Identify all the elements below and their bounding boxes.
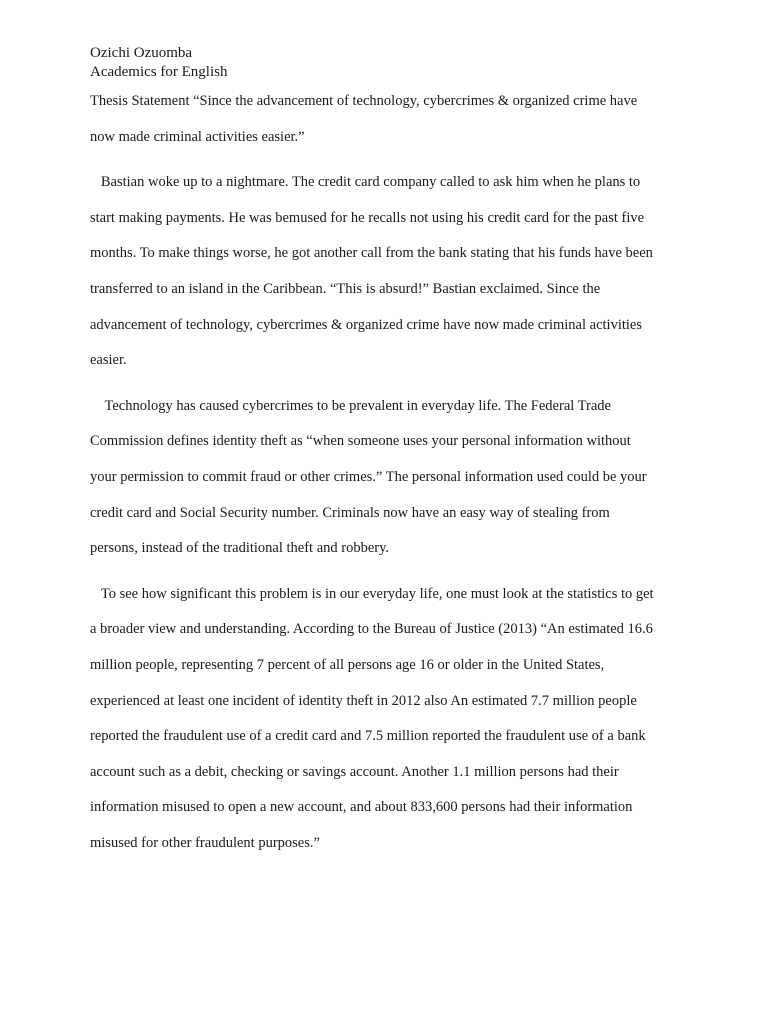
text-line: a broader view and understanding. According to the Bureau of Justice (2013) “An estimated 16.6 xyxy=(90,621,653,638)
text-line: Bastian woke up to a nightmare. The credit card company called to ask him when he plans to xyxy=(90,174,641,191)
text-line: easier. xyxy=(90,352,127,369)
text-line: persons, instead of the traditional theft and robbery. xyxy=(90,540,390,557)
text-line: start making payments. He was bemused for he recalls not using his credit card for the past five xyxy=(90,209,645,226)
text-line: transferred to an island in the Caribbean. “This is absurd!” Bastian exclaimed. Since the xyxy=(90,280,601,297)
text-line: now made criminal activities easier.” xyxy=(90,128,305,145)
paragraph-gap xyxy=(90,155,690,165)
text-line: To see how significant this problem is in our everyday life, one must look at the statistics to get xyxy=(90,585,654,602)
text-line: credit card and Social Security number. Criminals now have an easy way of stealing from xyxy=(90,504,610,521)
course-name: Academics for English xyxy=(90,64,228,80)
document-body xyxy=(90,44,690,861)
text-line: reported the fraudulent use of a credit card and 7.5 million reported the fraudulent use of a bank xyxy=(90,728,646,745)
text-line: advancement of technology, cybercrimes & organized crime have now made criminal activities xyxy=(90,316,642,333)
paragraph-gap xyxy=(90,379,690,389)
body-paragraph-2 xyxy=(90,577,690,862)
intro-paragraph xyxy=(90,165,690,379)
author-name: Ozichi Ozuomba xyxy=(90,45,193,61)
text-line: million people, representing 7 percent of all persons age 16 or older in the United States, xyxy=(90,656,605,673)
text-line: Technology has caused cybercrimes to be prevalent in everyday life. The Federal Trade xyxy=(90,397,611,414)
text-line: Commission defines identity theft as “when someone uses your personal information without xyxy=(90,433,631,450)
body-paragraph-1 xyxy=(90,389,690,567)
text-line: account such as a debit, checking or savings account. Another 1.1 million persons had their xyxy=(90,763,619,780)
paragraph-gap xyxy=(90,567,690,577)
text-line: misused for other fraudulent purposes.” xyxy=(90,834,320,851)
text-line: your permission to commit fraud or other crimes.” The personal information used could be your xyxy=(90,468,647,485)
text-line: months. To make things worse, he got another call from the bank stating that his funds have been xyxy=(90,245,653,262)
thesis-paragraph xyxy=(90,84,690,155)
text-line: Thesis Statement “Since the advancement of technology, cybercrimes & organized crime have xyxy=(90,93,638,109)
text-line: information misused to open a new account, and about 833,600 persons had their information xyxy=(90,799,633,816)
text-line: experienced at least one incident of identity theft in 2012 also An estimated 7.7 million people xyxy=(90,692,637,709)
